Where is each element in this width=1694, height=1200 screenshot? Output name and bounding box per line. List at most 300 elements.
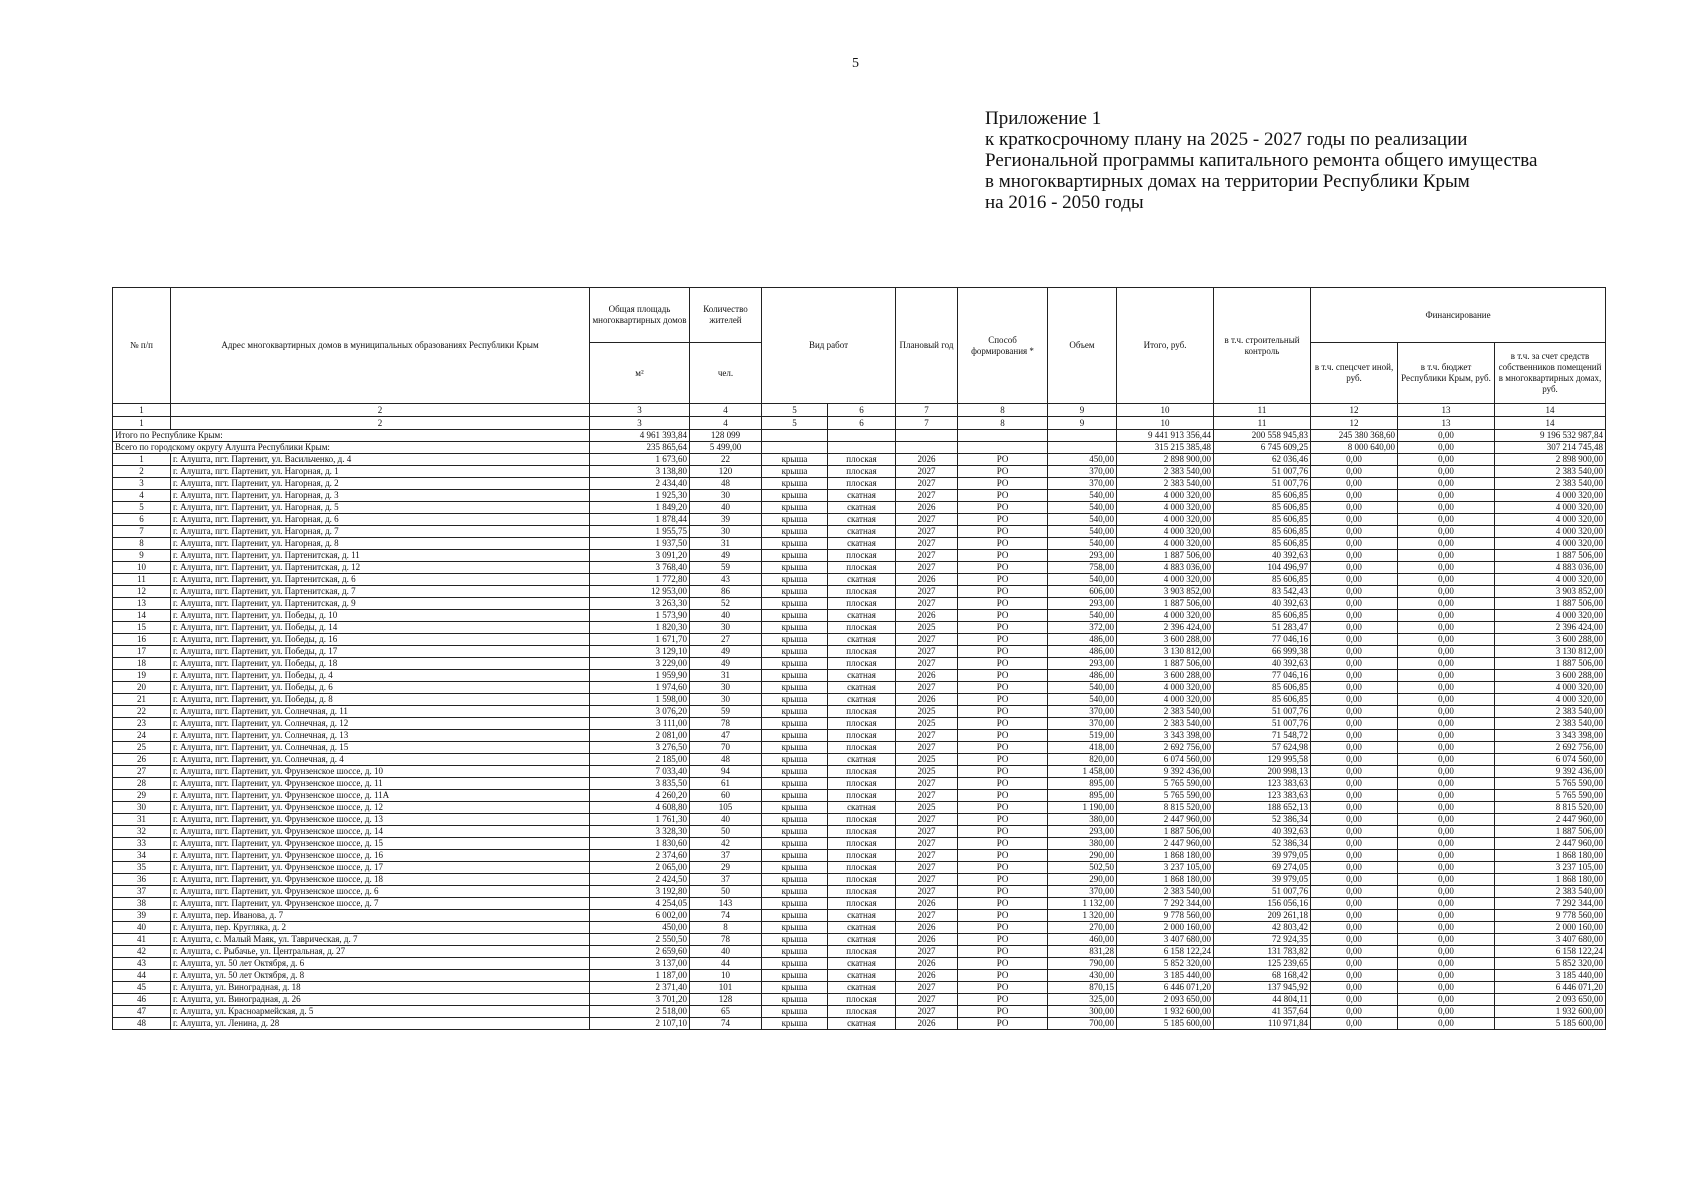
row-budget: 0,00 (1398, 826, 1495, 838)
row-area: 3 137,00 (590, 958, 690, 970)
row-budget: 0,00 (1398, 622, 1495, 634)
district-sum: 315 215 385,48 (1117, 442, 1214, 454)
row-total: 2 383 540,00 (1117, 886, 1214, 898)
row-owners: 4 000 320,00 (1495, 682, 1606, 694)
row-control: 85 606,85 (1214, 538, 1311, 550)
row-num: 26 (113, 754, 171, 766)
row-year: 2025 (896, 802, 958, 814)
row-special: 0,00 (1311, 562, 1398, 574)
row-special: 0,00 (1311, 670, 1398, 682)
row-residents: 29 (690, 862, 762, 874)
row-num: 11 (113, 574, 171, 586)
row-work-kind: плоская (828, 598, 896, 610)
column-number: 7 (896, 417, 958, 430)
row-special: 0,00 (1311, 526, 1398, 538)
row-control: 104 496,97 (1214, 562, 1311, 574)
header-work-type: Вид работ (762, 288, 896, 404)
row-budget: 0,00 (1398, 754, 1495, 766)
row-area: 2 424,50 (590, 874, 690, 886)
row-residents: 27 (690, 634, 762, 646)
row-total: 2 396 424,00 (1117, 622, 1214, 634)
row-area: 2 065,00 (590, 862, 690, 874)
row-budget: 0,00 (1398, 550, 1495, 562)
row-residents: 50 (690, 886, 762, 898)
column-number: 2 (171, 404, 590, 417)
table-row (113, 886, 1606, 898)
table-row (113, 598, 1606, 610)
row-total: 3 185 440,00 (1117, 970, 1214, 982)
row-budget: 0,00 (1398, 490, 1495, 502)
row-owners: 3 903 852,00 (1495, 586, 1606, 598)
row-special: 0,00 (1311, 934, 1398, 946)
row-total: 2 093 650,00 (1117, 994, 1214, 1006)
row-method: РО (958, 658, 1048, 670)
row-address: г. Алушта, пгт. Партенит, ул. Партенитская, д. 7 (171, 586, 590, 598)
table-row (113, 490, 1606, 502)
row-address: г. Алушта, пгт. Партенит, ул. Победы, д. 6 (171, 682, 590, 694)
column-number: 12 (1311, 404, 1398, 417)
table-row (113, 982, 1606, 994)
row-owners: 4 883 036,00 (1495, 562, 1606, 574)
row-year: 2026 (896, 694, 958, 706)
row-residents: 74 (690, 910, 762, 922)
row-address: г. Алушта, пгт. Партенит, ул. Фрунзенское шоссе, д. 17 (171, 862, 590, 874)
row-num: 48 (113, 1018, 171, 1030)
appendix-line: в многоквартирных домах на территории Республики Крым (985, 171, 1470, 192)
row-address: г. Алушта, пгт. Партенит, ул. Фрунзенское шоссе, д. 15 (171, 838, 590, 850)
row-residents: 52 (690, 598, 762, 610)
row-num: 2 (113, 466, 171, 478)
table-row (113, 586, 1606, 598)
row-residents: 37 (690, 850, 762, 862)
row-budget: 0,00 (1398, 934, 1495, 946)
row-method: РО (958, 610, 1048, 622)
row-owners: 3 407 680,00 (1495, 934, 1606, 946)
column-number: 14 (1495, 404, 1606, 417)
row-work-kind: скатная (828, 538, 896, 550)
row-method: РО (958, 562, 1048, 574)
appendix-heading (985, 108, 1537, 213)
row-volume: 370,00 (1048, 466, 1117, 478)
row-year: 2026 (896, 898, 958, 910)
total-republic-row (113, 430, 1606, 442)
row-year: 2027 (896, 478, 958, 490)
row-residents: 78 (690, 718, 762, 730)
row-work-element: крыша (762, 982, 828, 994)
row-owners: 2 447 960,00 (1495, 838, 1606, 850)
row-num: 47 (113, 1006, 171, 1018)
row-area: 3 076,20 (590, 706, 690, 718)
row-owners: 3 600 288,00 (1495, 634, 1606, 646)
row-work-element: крыша (762, 946, 828, 958)
row-total: 4 000 320,00 (1117, 490, 1214, 502)
table-row (113, 454, 1606, 466)
row-year: 2027 (896, 682, 958, 694)
column-number: 14 (1495, 417, 1606, 430)
row-special: 0,00 (1311, 838, 1398, 850)
row-address: г. Алушта, пгт. Партенит, ул. Фрунзенское шоссе, д. 16 (171, 850, 590, 862)
row-year: 2026 (896, 922, 958, 934)
row-address: г. Алушта, пгт. Партенит, ул. Партенитская, д. 9 (171, 598, 590, 610)
row-owners: 2 383 540,00 (1495, 466, 1606, 478)
row-residents: 49 (690, 550, 762, 562)
row-owners: 8 815 520,00 (1495, 802, 1606, 814)
row-residents: 10 (690, 970, 762, 982)
row-residents: 31 (690, 538, 762, 550)
row-owners: 3 130 812,00 (1495, 646, 1606, 658)
row-method: РО (958, 598, 1048, 610)
header-plan-year: Плановый год (896, 288, 958, 404)
row-year: 2026 (896, 502, 958, 514)
row-owners: 4 000 320,00 (1495, 610, 1606, 622)
row-method: РО (958, 958, 1048, 970)
row-volume: 540,00 (1048, 514, 1117, 526)
table-row (113, 610, 1606, 622)
row-total: 4 000 320,00 (1117, 514, 1214, 526)
row-total: 3 343 398,00 (1117, 730, 1214, 742)
table-row (113, 862, 1606, 874)
row-year: 2027 (896, 526, 958, 538)
row-work-kind: скатная (828, 682, 896, 694)
row-area: 1 761,30 (590, 814, 690, 826)
row-owners: 4 000 320,00 (1495, 526, 1606, 538)
row-method: РО (958, 538, 1048, 550)
header-construction-control: в т.ч. строительный контроль (1214, 288, 1311, 404)
row-year: 2025 (896, 718, 958, 730)
table-row (113, 526, 1606, 538)
row-year: 2027 (896, 550, 958, 562)
row-num: 12 (113, 586, 171, 598)
row-residents: 40 (690, 814, 762, 826)
row-work-kind: плоская (828, 826, 896, 838)
row-budget: 0,00 (1398, 886, 1495, 898)
row-work-kind: плоская (828, 466, 896, 478)
row-total: 2 898 900,00 (1117, 454, 1214, 466)
row-budget: 0,00 (1398, 1018, 1495, 1030)
row-budget: 0,00 (1398, 670, 1495, 682)
row-work-element: крыша (762, 742, 828, 754)
row-method: РО (958, 886, 1048, 898)
row-budget: 0,00 (1398, 778, 1495, 790)
row-control: 77 046,16 (1214, 634, 1311, 646)
row-work-element: крыша (762, 838, 828, 850)
row-owners: 9 392 436,00 (1495, 766, 1606, 778)
row-volume: 540,00 (1048, 490, 1117, 502)
row-residents: 30 (690, 490, 762, 502)
row-area: 1 820,30 (590, 622, 690, 634)
row-area: 1 673,60 (590, 454, 690, 466)
header-address: Адрес многоквартирных домов в муниципальных образованиях Республики Крым (171, 288, 590, 404)
row-work-element: крыша (762, 718, 828, 730)
row-address: г. Алушта, с. Малый Маяк, ул. Таврическая, д. 7 (171, 934, 590, 946)
row-address: г. Алушта, пгт. Партенит, ул. Нагорная, д. 5 (171, 502, 590, 514)
row-total: 1 868 180,00 (1117, 874, 1214, 886)
row-work-element: крыша (762, 610, 828, 622)
row-total: 9 392 436,00 (1117, 766, 1214, 778)
row-residents: 50 (690, 826, 762, 838)
row-residents: 31 (690, 670, 762, 682)
table-row (113, 1018, 1606, 1030)
row-area: 3 768,40 (590, 562, 690, 574)
row-control: 40 392,63 (1214, 826, 1311, 838)
row-area: 1 959,90 (590, 670, 690, 682)
row-method: РО (958, 550, 1048, 562)
row-special: 0,00 (1311, 538, 1398, 550)
table-row (113, 790, 1606, 802)
row-year: 2027 (896, 646, 958, 658)
row-work-kind: плоская (828, 706, 896, 718)
column-number: 10 (1117, 417, 1214, 430)
row-volume: 540,00 (1048, 526, 1117, 538)
row-total: 3 600 288,00 (1117, 670, 1214, 682)
row-budget: 0,00 (1398, 946, 1495, 958)
row-owners: 2 447 960,00 (1495, 814, 1606, 826)
row-total: 2 383 540,00 (1117, 466, 1214, 478)
district-budget: 0,00 (1398, 442, 1495, 454)
row-address: г. Алушта, пгт. Партенит, ул. Солнечная, д. 15 (171, 742, 590, 754)
row-budget: 0,00 (1398, 658, 1495, 670)
row-volume: 300,00 (1048, 1006, 1117, 1018)
row-area: 2 371,40 (590, 982, 690, 994)
appendix-line: Региональной программы капитального ремонта общего имущества (985, 150, 1538, 171)
row-owners: 3 343 398,00 (1495, 730, 1606, 742)
row-work-kind: скатная (828, 610, 896, 622)
row-volume: 370,00 (1048, 706, 1117, 718)
row-special: 0,00 (1311, 898, 1398, 910)
row-total: 4 000 320,00 (1117, 502, 1214, 514)
table-row (113, 910, 1606, 922)
row-work-element: крыша (762, 754, 828, 766)
row-num: 22 (113, 706, 171, 718)
row-residents: 8 (690, 922, 762, 934)
header-residents-unit: чел. (690, 343, 762, 404)
row-control: 51 007,76 (1214, 718, 1311, 730)
row-budget: 0,00 (1398, 586, 1495, 598)
row-volume: 380,00 (1048, 838, 1117, 850)
row-special: 0,00 (1311, 742, 1398, 754)
row-address: г. Алушта, ул. 50 лет Октября, д. 6 (171, 958, 590, 970)
row-area: 1 830,60 (590, 838, 690, 850)
row-special: 0,00 (1311, 718, 1398, 730)
row-budget: 0,00 (1398, 706, 1495, 718)
row-work-kind: скатная (828, 958, 896, 970)
row-method: РО (958, 502, 1048, 514)
row-year: 2026 (896, 970, 958, 982)
row-method: РО (958, 850, 1048, 862)
row-area: 450,00 (590, 922, 690, 934)
column-number: 3 (590, 404, 690, 417)
table-row (113, 706, 1606, 718)
row-work-element: крыша (762, 886, 828, 898)
row-budget: 0,00 (1398, 922, 1495, 934)
row-budget: 0,00 (1398, 742, 1495, 754)
row-special: 0,00 (1311, 778, 1398, 790)
row-year: 2026 (896, 670, 958, 682)
row-work-element: крыша (762, 910, 828, 922)
column-number: 9 (1048, 404, 1117, 417)
row-year: 2027 (896, 514, 958, 526)
row-total: 4 000 320,00 (1117, 682, 1214, 694)
header-method: Способ формирования * (958, 288, 1048, 404)
row-budget: 0,00 (1398, 982, 1495, 994)
row-work-element: крыша (762, 874, 828, 886)
row-owners: 4 000 320,00 (1495, 574, 1606, 586)
total-control: 200 558 945,83 (1214, 430, 1311, 442)
row-control: 42 803,42 (1214, 922, 1311, 934)
row-work-kind: плоская (828, 742, 896, 754)
row-year: 2027 (896, 490, 958, 502)
row-control: 39 979,05 (1214, 874, 1311, 886)
row-area: 2 659,60 (590, 946, 690, 958)
row-control: 40 392,63 (1214, 550, 1311, 562)
row-work-element: крыша (762, 934, 828, 946)
row-residents: 128 (690, 994, 762, 1006)
row-year: 2027 (896, 466, 958, 478)
row-special: 0,00 (1311, 466, 1398, 478)
row-work-kind: скатная (828, 694, 896, 706)
row-control: 85 606,85 (1214, 610, 1311, 622)
row-work-element: крыша (762, 730, 828, 742)
row-area: 2 434,40 (590, 478, 690, 490)
row-address: г. Алушта, пгт. Партенит, ул. Победы, д. 4 (171, 670, 590, 682)
row-area: 2 107,10 (590, 1018, 690, 1030)
column-number: 1 (113, 417, 171, 430)
row-owners: 9 778 560,00 (1495, 910, 1606, 922)
row-owners: 5 765 590,00 (1495, 790, 1606, 802)
row-address: г. Алушта, пер. Кругляка, д. 2 (171, 922, 590, 934)
row-control: 71 548,72 (1214, 730, 1311, 742)
row-area: 2 185,00 (590, 754, 690, 766)
row-owners: 6 446 071,20 (1495, 982, 1606, 994)
row-year: 2027 (896, 1006, 958, 1018)
table-row (113, 1006, 1606, 1018)
row-address: г. Алушта, пгт. Партенит, ул. Нагорная, д. 8 (171, 538, 590, 550)
row-year: 2027 (896, 658, 958, 670)
row-area: 2 081,00 (590, 730, 690, 742)
header-total: Итого, руб. (1117, 288, 1214, 404)
row-num: 16 (113, 634, 171, 646)
column-number: 11 (1214, 404, 1311, 417)
column-number: 8 (958, 417, 1048, 430)
row-method: РО (958, 922, 1048, 934)
row-control: 68 168,42 (1214, 970, 1311, 982)
row-work-element: крыша (762, 1018, 828, 1030)
column-number: 8 (958, 404, 1048, 417)
column-numbers-row (113, 417, 1606, 430)
row-work-kind: скатная (828, 802, 896, 814)
row-budget: 0,00 (1398, 958, 1495, 970)
table-row (113, 958, 1606, 970)
table-row (113, 670, 1606, 682)
row-total: 6 446 071,20 (1117, 982, 1214, 994)
row-control: 51 007,76 (1214, 478, 1311, 490)
row-budget: 0,00 (1398, 526, 1495, 538)
table-row (113, 850, 1606, 862)
row-volume: 486,00 (1048, 646, 1117, 658)
row-special: 0,00 (1311, 598, 1398, 610)
row-work-kind: скатная (828, 526, 896, 538)
row-area: 1 878,44 (590, 514, 690, 526)
row-residents: 48 (690, 754, 762, 766)
row-special: 0,00 (1311, 454, 1398, 466)
row-special: 0,00 (1311, 754, 1398, 766)
row-work-kind: плоская (828, 766, 896, 778)
row-work-kind: плоская (828, 550, 896, 562)
row-address: г. Алушта, пгт. Партенит, ул. Фрунзенское шоссе, д. 11А (171, 790, 590, 802)
column-number: 5 (762, 417, 828, 430)
row-year: 2027 (896, 538, 958, 550)
row-num: 46 (113, 994, 171, 1006)
row-total: 4 000 320,00 (1117, 694, 1214, 706)
row-control: 125 239,65 (1214, 958, 1311, 970)
row-area: 3 091,20 (590, 550, 690, 562)
row-special: 0,00 (1311, 730, 1398, 742)
row-method: РО (958, 646, 1048, 658)
row-method: РО (958, 874, 1048, 886)
row-volume: 370,00 (1048, 718, 1117, 730)
row-address: г. Алушта, пгт. Партенит, ул. Солнечная, д. 4 (171, 754, 590, 766)
district-residents: 5 499,00 (690, 442, 762, 454)
column-number: 3 (590, 417, 690, 430)
column-number: 13 (1398, 404, 1495, 417)
row-control: 69 274,05 (1214, 862, 1311, 874)
row-owners: 2 396 424,00 (1495, 622, 1606, 634)
row-method: РО (958, 574, 1048, 586)
row-residents: 44 (690, 958, 762, 970)
row-volume: 370,00 (1048, 886, 1117, 898)
page-number: 5 (852, 56, 859, 71)
row-total: 2 000 160,00 (1117, 922, 1214, 934)
header-area: Общая площадь многоквартирных домов (590, 288, 690, 343)
row-work-kind: плоская (828, 562, 896, 574)
row-work-element: крыша (762, 586, 828, 598)
row-control: 123 383,63 (1214, 778, 1311, 790)
row-method: РО (958, 838, 1048, 850)
row-work-element: крыша (762, 598, 828, 610)
table-row (113, 730, 1606, 742)
row-total: 6 158 122,24 (1117, 946, 1214, 958)
row-work-element: крыша (762, 502, 828, 514)
row-num: 25 (113, 742, 171, 754)
district-control: 6 745 609,25 (1214, 442, 1311, 454)
column-number: 6 (828, 404, 896, 417)
row-residents: 42 (690, 838, 762, 850)
row-area: 3 835,50 (590, 778, 690, 790)
row-address: г. Алушта, пгт. Партенит, ул. Фрунзенское шоссе, д. 13 (171, 814, 590, 826)
row-residents: 105 (690, 802, 762, 814)
row-residents: 30 (690, 694, 762, 706)
column-number: 11 (1214, 417, 1311, 430)
row-work-element: крыша (762, 778, 828, 790)
row-method: РО (958, 706, 1048, 718)
row-volume: 1 132,00 (1048, 898, 1117, 910)
row-work-kind: плоская (828, 838, 896, 850)
row-control: 209 261,18 (1214, 910, 1311, 922)
row-address: г. Алушта, пгт. Партенит, ул. Нагорная, д. 1 (171, 466, 590, 478)
row-num: 9 (113, 550, 171, 562)
row-work-kind: плоская (828, 814, 896, 826)
row-num: 27 (113, 766, 171, 778)
table-row (113, 826, 1606, 838)
row-control: 110 971,84 (1214, 1018, 1311, 1030)
row-year: 2025 (896, 706, 958, 718)
row-work-kind: плоская (828, 874, 896, 886)
table-row (113, 550, 1606, 562)
row-work-element: крыша (762, 658, 828, 670)
table-row (113, 994, 1606, 1006)
row-budget: 0,00 (1398, 466, 1495, 478)
row-area: 7 033,40 (590, 766, 690, 778)
